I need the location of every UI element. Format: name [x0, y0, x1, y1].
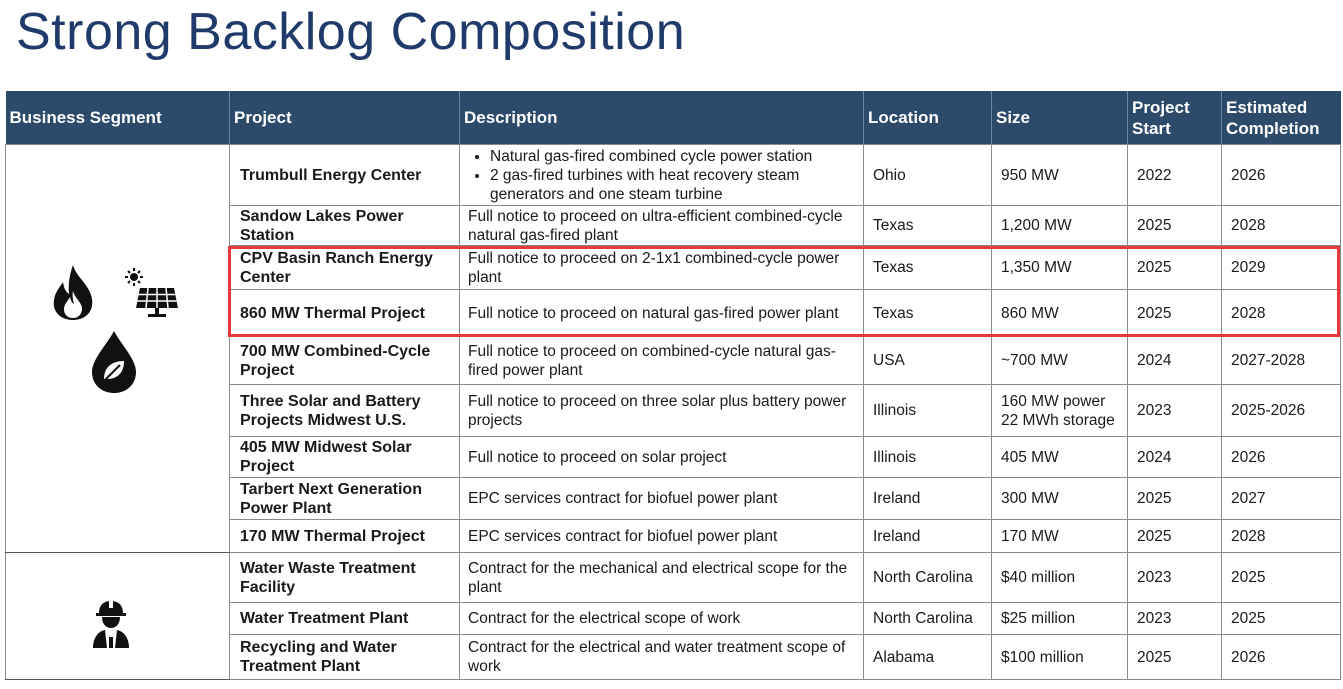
- header-business-segment: Business Segment: [6, 91, 230, 145]
- size: 950 MW: [992, 145, 1128, 206]
- project-start: 2023: [1128, 385, 1222, 437]
- solar-panel-icon: [124, 268, 180, 320]
- description-bullet: • Natural gas-fired combined cycle power station: [490, 147, 857, 166]
- location: Ohio: [864, 145, 992, 206]
- project-start: 2023: [1128, 553, 1222, 603]
- location: Texas: [864, 290, 992, 337]
- description: Contract for the mechanical and electrical scope for the plant: [460, 553, 864, 603]
- header-estimated-completion: Estimated Completion: [1222, 91, 1341, 145]
- project-name: Trumbull Energy Center: [230, 145, 460, 206]
- worker-hardhat-icon: [91, 599, 131, 649]
- location: Texas: [864, 246, 992, 290]
- project-name: Sandow Lakes Power Station: [230, 206, 460, 246]
- table-row: [6, 145, 1341, 206]
- project-name: Water Waste Treatment Facility: [230, 553, 460, 603]
- project-start: 2022: [1128, 145, 1222, 206]
- project-name: 170 MW Thermal Project: [230, 520, 460, 553]
- project-name: 860 MW Thermal Project: [230, 290, 460, 337]
- project-name: Three Solar and Battery Projects Midwest U.S.: [230, 385, 460, 437]
- description: Full notice to proceed on 2-1x1 combined-cycle power plant: [460, 246, 864, 290]
- project-name: 700 MW Combined-Cycle Project: [230, 337, 460, 385]
- project-start: 2025: [1128, 635, 1222, 680]
- description: Full notice to proceed on ultra-efficient combined-cycle natural gas-fired plant: [460, 206, 864, 246]
- description: Full notice to proceed on combined-cycle natural gas-fired power plant: [460, 337, 864, 385]
- project-start: 2025: [1128, 246, 1222, 290]
- size: 160 MW power 22 MWh storage: [992, 385, 1128, 437]
- location: Ireland: [864, 478, 992, 520]
- header-project: Project: [230, 91, 460, 145]
- estimated-completion: 2025-2026: [1222, 385, 1341, 437]
- location: North Carolina: [864, 553, 992, 603]
- description: Full notice to proceed on solar project: [460, 437, 864, 478]
- size: 300 MW: [992, 478, 1128, 520]
- estimated-completion: 2029: [1222, 246, 1341, 290]
- project-start: 2025: [1128, 290, 1222, 337]
- description: Full notice to proceed on three solar plus battery power projects: [460, 385, 864, 437]
- estimated-completion: 2026: [1222, 635, 1341, 680]
- description: Full notice to proceed on natural gas-fired power plant: [460, 290, 864, 337]
- location: North Carolina: [864, 603, 992, 635]
- project-name: CPV Basin Ranch Energy Center: [230, 246, 460, 290]
- estimated-completion: 2028: [1222, 206, 1341, 246]
- location: Texas: [864, 206, 992, 246]
- description: EPC services contract for biofuel power plant: [460, 520, 864, 553]
- estimated-completion: 2026: [1222, 145, 1341, 206]
- location: Illinois: [864, 385, 992, 437]
- description: Contract for the electrical and water treatment scope of work: [460, 635, 864, 680]
- description-bullet: • 2 gas-fired turbines with heat recovery steam generators and one steam turbine: [490, 166, 857, 204]
- flame-icon: [50, 263, 96, 321]
- project-name: Recycling and Water Treatment Plant: [230, 635, 460, 680]
- location: Ireland: [864, 520, 992, 553]
- project-start: 2025: [1128, 478, 1222, 520]
- size: 405 MW: [992, 437, 1128, 478]
- project-start: 2023: [1128, 603, 1222, 635]
- header-size: Size: [992, 91, 1128, 145]
- size: $100 million: [992, 635, 1128, 680]
- location: USA: [864, 337, 992, 385]
- project-name: Water Treatment Plant: [230, 603, 460, 635]
- project-start: 2024: [1128, 437, 1222, 478]
- location: Alabama: [864, 635, 992, 680]
- description: [460, 145, 864, 206]
- header-description: Description: [460, 91, 864, 145]
- estimated-completion: 2025: [1222, 553, 1341, 603]
- table-header-row: [6, 91, 1341, 145]
- size: $25 million: [992, 603, 1128, 635]
- page-title: Strong Backlog Composition: [16, 3, 686, 61]
- leaf-drop-icon: [90, 329, 138, 395]
- table-row: [6, 553, 1341, 603]
- estimated-completion: 2026: [1222, 437, 1341, 478]
- estimated-completion: 2028: [1222, 520, 1341, 553]
- estimated-completion: 2025: [1222, 603, 1341, 635]
- size: 1,200 MW: [992, 206, 1128, 246]
- size: 170 MW: [992, 520, 1128, 553]
- description: EPC services contract for biofuel power plant: [460, 478, 864, 520]
- project-name: 405 MW Midwest Solar Project: [230, 437, 460, 478]
- size: ~700 MW: [992, 337, 1128, 385]
- project-start: 2025: [1128, 520, 1222, 553]
- header-project-start: Project Start: [1128, 91, 1222, 145]
- estimated-completion: 2027-2028: [1222, 337, 1341, 385]
- header-location: Location: [864, 91, 992, 145]
- description: Contract for the electrical scope of work: [460, 603, 864, 635]
- estimated-completion: 2028: [1222, 290, 1341, 337]
- project-start: 2024: [1128, 337, 1222, 385]
- backlog-table: [5, 91, 1341, 680]
- project-name: Tarbert Next Generation Power Plant: [230, 478, 460, 520]
- size: $40 million: [992, 553, 1128, 603]
- location: Illinois: [864, 437, 992, 478]
- project-start: 2025: [1128, 206, 1222, 246]
- size: 1,350 MW: [992, 246, 1128, 290]
- estimated-completion: 2027: [1222, 478, 1341, 520]
- size: 860 MW: [992, 290, 1128, 337]
